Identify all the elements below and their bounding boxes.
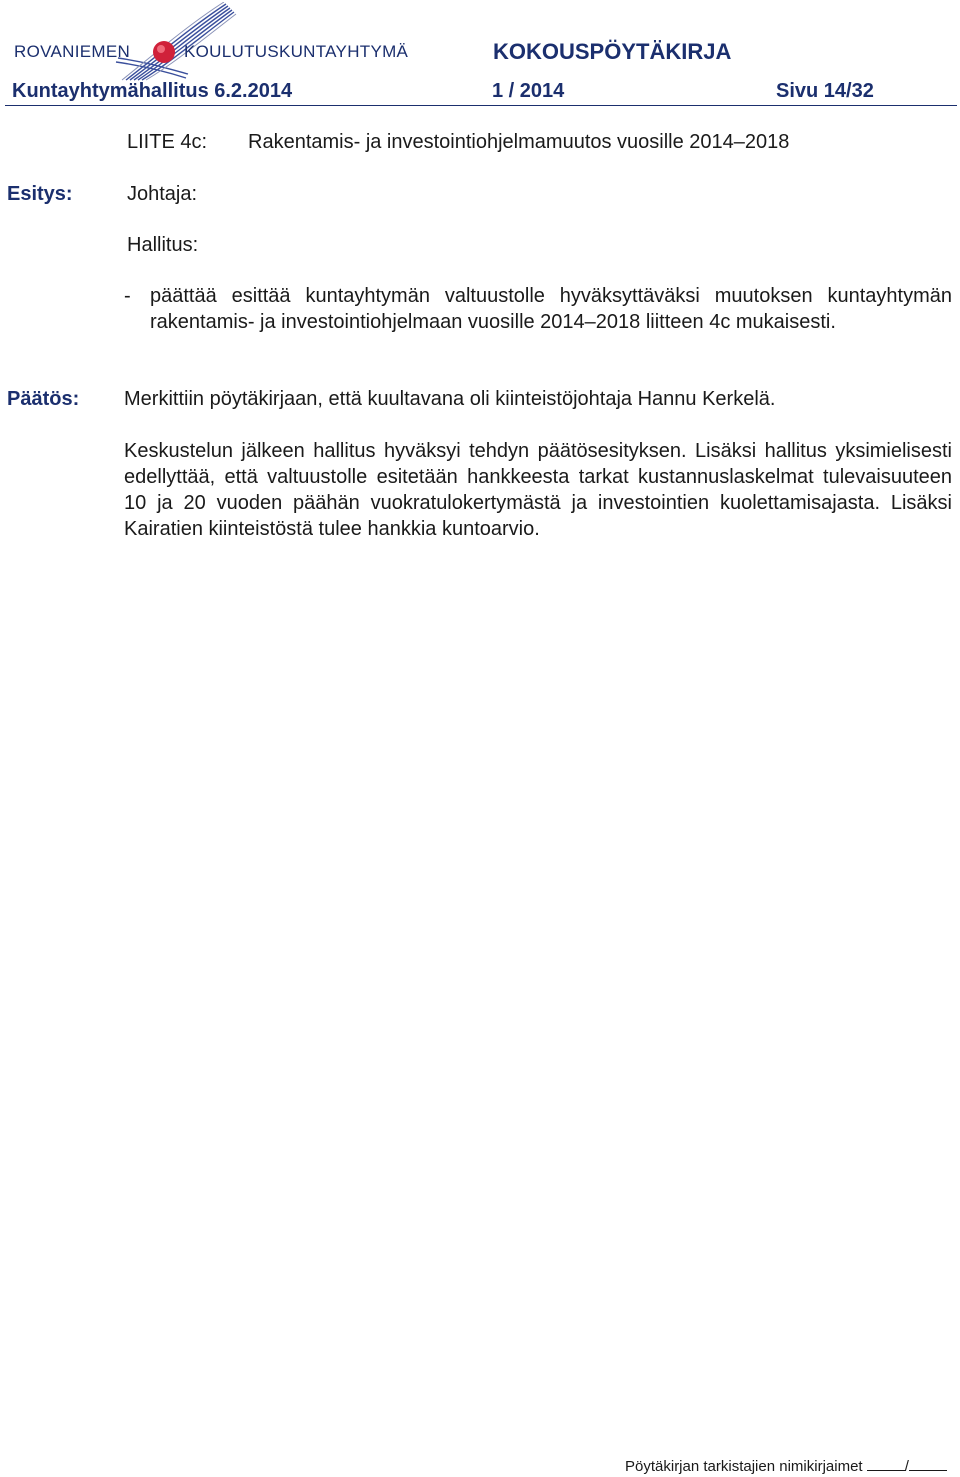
- board-label: Hallitus:: [127, 234, 199, 256]
- proposal-label: Esitys:: [7, 183, 73, 205]
- attachment-title: Rakentamis- ja investointiohjelmamuutos vuosille 2014–2018: [248, 131, 790, 153]
- meeting-number: 1 / 2014: [492, 80, 565, 102]
- header-divider: [5, 105, 957, 106]
- logo-red-dot-icon: [153, 41, 175, 63]
- decision-label: Päätös:: [7, 388, 80, 410]
- decision-text: Merkittiin pöytäkirjaan, että kuultavana oli kiinteistöjohtaja Hannu Kerkelä.: [124, 388, 776, 410]
- page-number: Sivu 14/32: [776, 80, 874, 102]
- footer-text: Pöytäkirjan tarkistajien nimikirjaimet: [625, 1458, 863, 1475]
- initials-blank-2: [909, 1458, 947, 1471]
- proposal-bullet: [124, 283, 952, 335]
- organization-logo: [6, 2, 426, 82]
- logo-right-text: KOULUTUSKUNTAYHTYMÄ: [184, 42, 409, 61]
- meeting-title: Kuntayhtymähallitus 6.2.2014: [12, 80, 293, 102]
- proposal-bullet-text: päättää esittää kuntayhtymän valtuustolle hyväksyttäväksi muutoksen kuntayhtymän rakentamis- ja investointiohjelmaan vuosille 2014–2018 liitteen 4c mukaisesti.: [150, 285, 952, 333]
- discussion-text: Keskustelun jälkeen hallitus hyväksyi tehdyn päätösesityksen. Lisäksi hallitus yksimielisesti edellyttää, että valtuustolle esitetään hankkeesta tarkat kustannuslaskelmat tulevaisuuteen 10 ja 20 vuoden päähän vuokratulokertymästä ja investointien kuolettamisajasta. Lisäksi Kairatien kiinteistöstä tulee hankkia kuntoarvio.: [124, 440, 952, 540]
- document-type: KOKOUSPÖYTÄKIRJA: [493, 39, 732, 64]
- director-label: Johtaja:: [127, 183, 198, 205]
- bullet-dash: -: [124, 285, 131, 307]
- footer-separator: /: [904, 1458, 909, 1475]
- logo-left-text: ROVANIEMEN: [14, 42, 131, 61]
- attachment-label: LIITE 4c:: [127, 131, 208, 153]
- footer-initials: [625, 1458, 947, 1475]
- initials-blank-1: [867, 1458, 905, 1471]
